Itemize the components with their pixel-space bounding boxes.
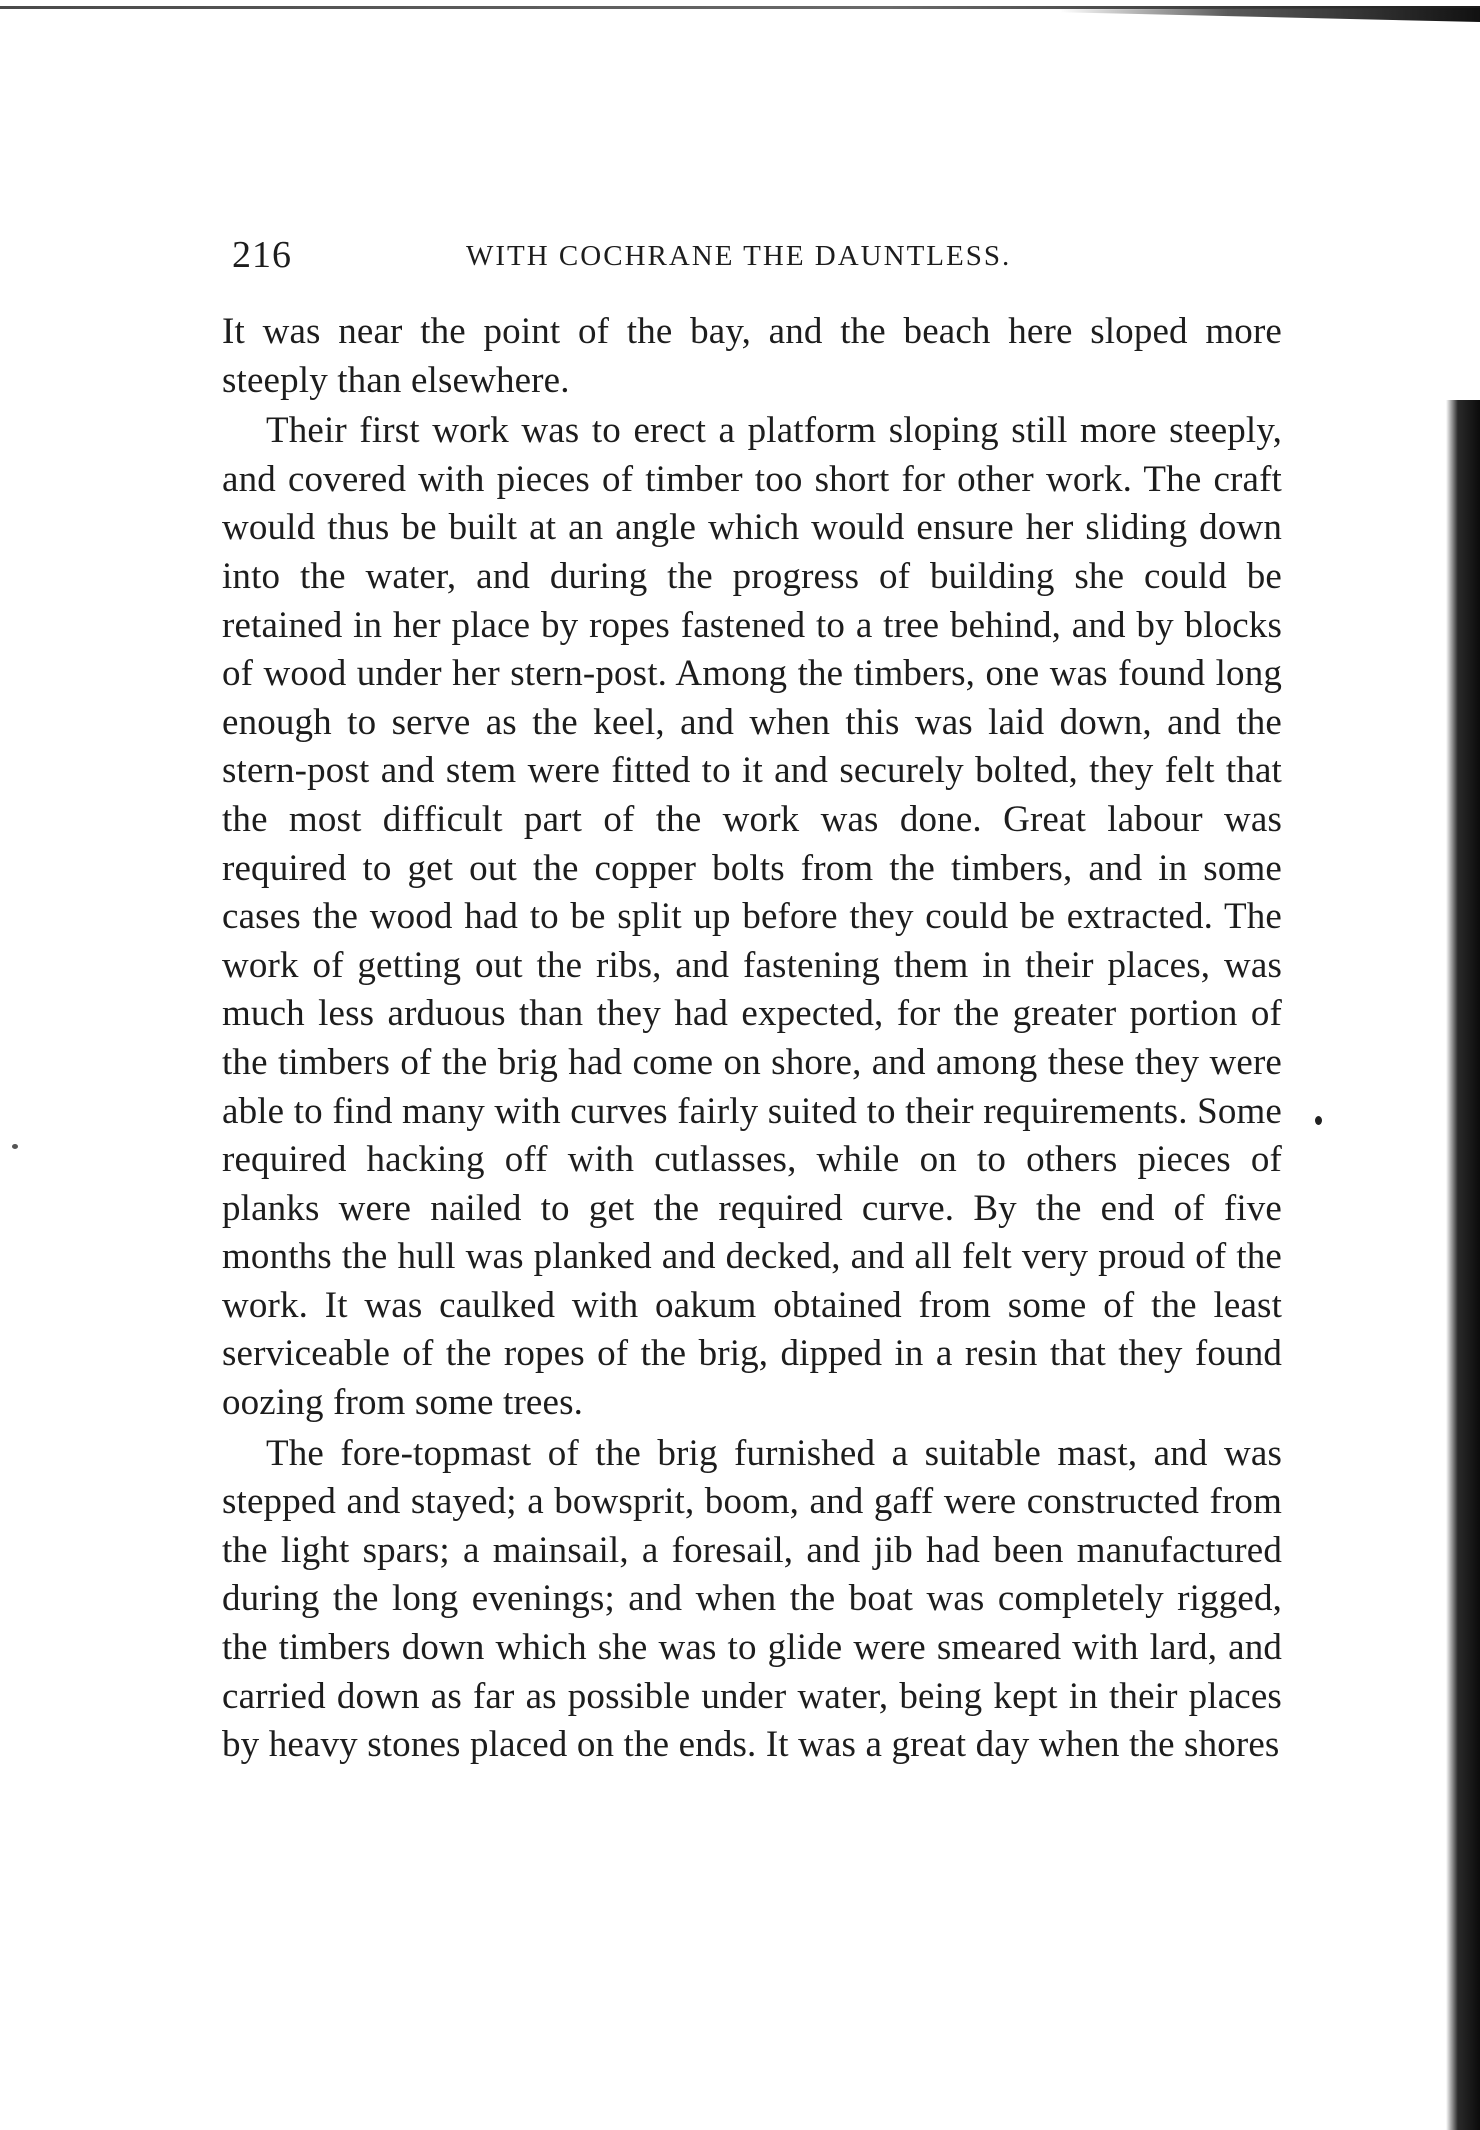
page-number: 216 [232,234,292,276]
page-top-edge-shadow [1060,8,1480,22]
paragraph: The fore-topmast of the brig furnished a suitable mast, and was stepped and stayed; a bowsprit, boom, and gaff were constructed from the light spars; a mainsail, a foresail, and jib had been manufactured during the long evenings; and when the boat was completely rigged, the timbers down which she was to glide were smeared with lard, and carried down as far as possible under water, being kept in their places by heavy stones placed on the ends. It was a great day when the shores [222,1432,1282,1766]
paragraph: Their first work was to erect a platform sloping still more steeply, and covered with pieces of timber too short for other work. The craft would thus be built at an angle which would ensure her sliding down into the water, and during the progress of building she could be retained in her place by ropes fastened to a tree behind, and by blocks of wood under her stern-post. Among the timbers, one was found long enough to serve as the keel, and when this was laid down, and the stern-post and stem were fitted to it and securely bolted, they felt that the most difficult part of the work was done. Great labour was required to get out the copper bolts from the timbers, and in some cases the wood had to be split up before they could be extracted. The work of getting out the ribs, and fastening them in their places, was much less arduous than they had expected, for the greater portion of the timbers of the brig had come on shore, and among these they were able to find many with curves fairly suited to their requirements. Some required hacking off with cutlasses, while on to others pieces of planks were nailed to get the required curve. By the end of five months the hull was planked and decked, and all felt very proud of the work. It was caulked with oakum obtained from some of the least serviceable of the ropes of the brig, dipped in a resin that they found oozing from some trees. [222,410,1282,1424]
ink-speck [1315,1116,1322,1125]
ink-speck [12,1144,18,1149]
paragraph: It was near the point of the bay, and the beach here sloped more steeply than elsewhere. [222,311,1282,401]
body-text [222,308,1282,1770]
binding-shadow [1446,400,1480,2130]
page-top-edge [0,6,1480,9]
running-title: WITH COCHRANE THE DAUNTLESS. [466,240,1012,272]
